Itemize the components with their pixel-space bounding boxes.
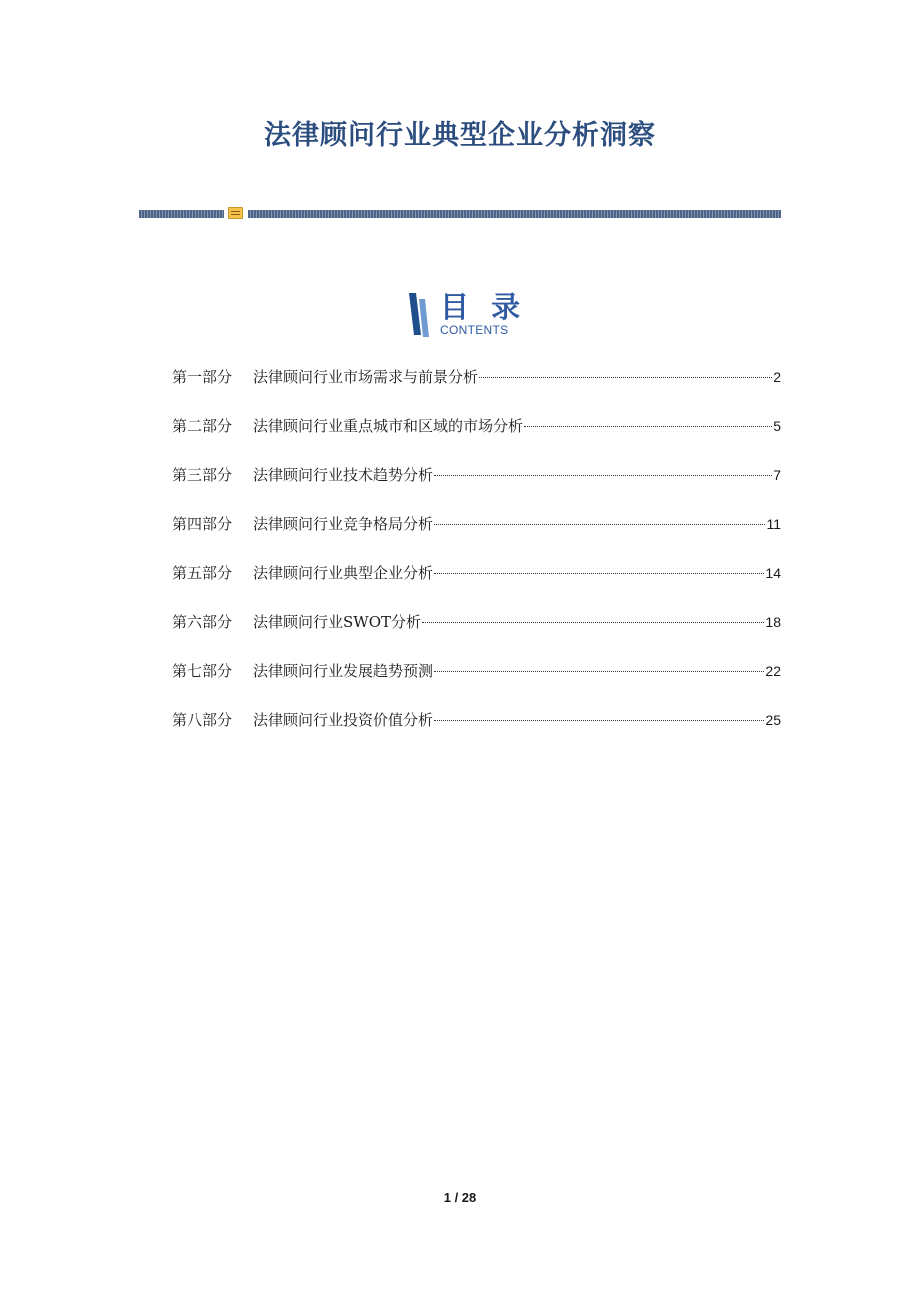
toc-entry-page: 18: [765, 614, 781, 630]
toc-entry-part: 第三部分: [172, 466, 233, 484]
toc-entry[interactable]: [172, 708, 781, 757]
toc-dot-leader: [524, 425, 772, 427]
toc-entry[interactable]: [172, 561, 781, 610]
toc-entry[interactable]: [172, 610, 781, 659]
toc-entry[interactable]: [172, 365, 781, 414]
toc-entry-page: 25: [765, 712, 781, 728]
toc-entry-part: 第五部分: [172, 564, 233, 582]
toc-entry-page: 22: [765, 663, 781, 679]
toc-dot-leader: [422, 621, 764, 623]
toc-entry-title: 法律顾问行业重点城市和区域的市场分析: [253, 417, 524, 435]
toc-entry-part: 第二部分: [172, 417, 233, 435]
toc-entry-page: 5: [773, 418, 781, 434]
toc-entry[interactable]: [172, 414, 781, 463]
document-title: 法律顾问行业典型企业分析洞察: [264, 120, 656, 151]
toc-entry[interactable]: [172, 659, 781, 708]
toc-entry-part: 第一部分: [172, 368, 233, 386]
toc-heading: 目 录: [440, 290, 527, 324]
toc-entry-title: 法律顾问行业技术趋势分析: [253, 466, 434, 484]
toc-entry-page: 2: [773, 369, 781, 385]
toc-entry-page: 7: [773, 467, 781, 483]
toc-entry[interactable]: [172, 512, 781, 561]
toc-dot-leader: [434, 523, 765, 525]
toc-dot-leader: [434, 572, 764, 574]
toc-entry-title: 法律顾问行业典型企业分析: [253, 564, 434, 582]
toc-entry-page: 11: [766, 516, 781, 532]
toc-dot-leader: [434, 719, 764, 721]
toc-entry-title: 法律顾问行业竞争格局分析: [253, 515, 434, 533]
toc-entry-part: 第四部分: [172, 515, 233, 533]
toc-dot-leader: [479, 376, 772, 378]
toc-entry-page: 14: [765, 565, 781, 581]
toc-dot-leader: [434, 474, 772, 476]
document-badge-icon: [228, 207, 243, 219]
toc-entry-part: 第八部分: [172, 711, 233, 729]
page-number-footer: 1 / 28: [443, 1190, 477, 1205]
toc-subheading: CONTENTS: [440, 323, 509, 337]
divider-bar-left: [139, 210, 224, 218]
toc-entry-title: 法律顾问行业投资价值分析: [253, 711, 434, 729]
toc-header: [407, 290, 527, 343]
toc-entry-title: 法律顾问行业市场需求与前景分析: [253, 368, 479, 386]
toc-dot-leader: [434, 670, 764, 672]
toc-entry-title: 法律顾问行业发展趋势预测: [253, 662, 434, 680]
toc-entry[interactable]: [172, 463, 781, 512]
title-divider: [139, 207, 781, 219]
toc-entry-title: 法律顾问行业SWOT分析: [253, 613, 421, 631]
toc-entry-part: 第七部分: [172, 662, 233, 680]
toc-logo-icon: [407, 293, 429, 337]
divider-bar-right: [248, 210, 781, 218]
table-of-contents: [172, 365, 781, 757]
toc-entry-part: 第六部分: [172, 613, 233, 631]
